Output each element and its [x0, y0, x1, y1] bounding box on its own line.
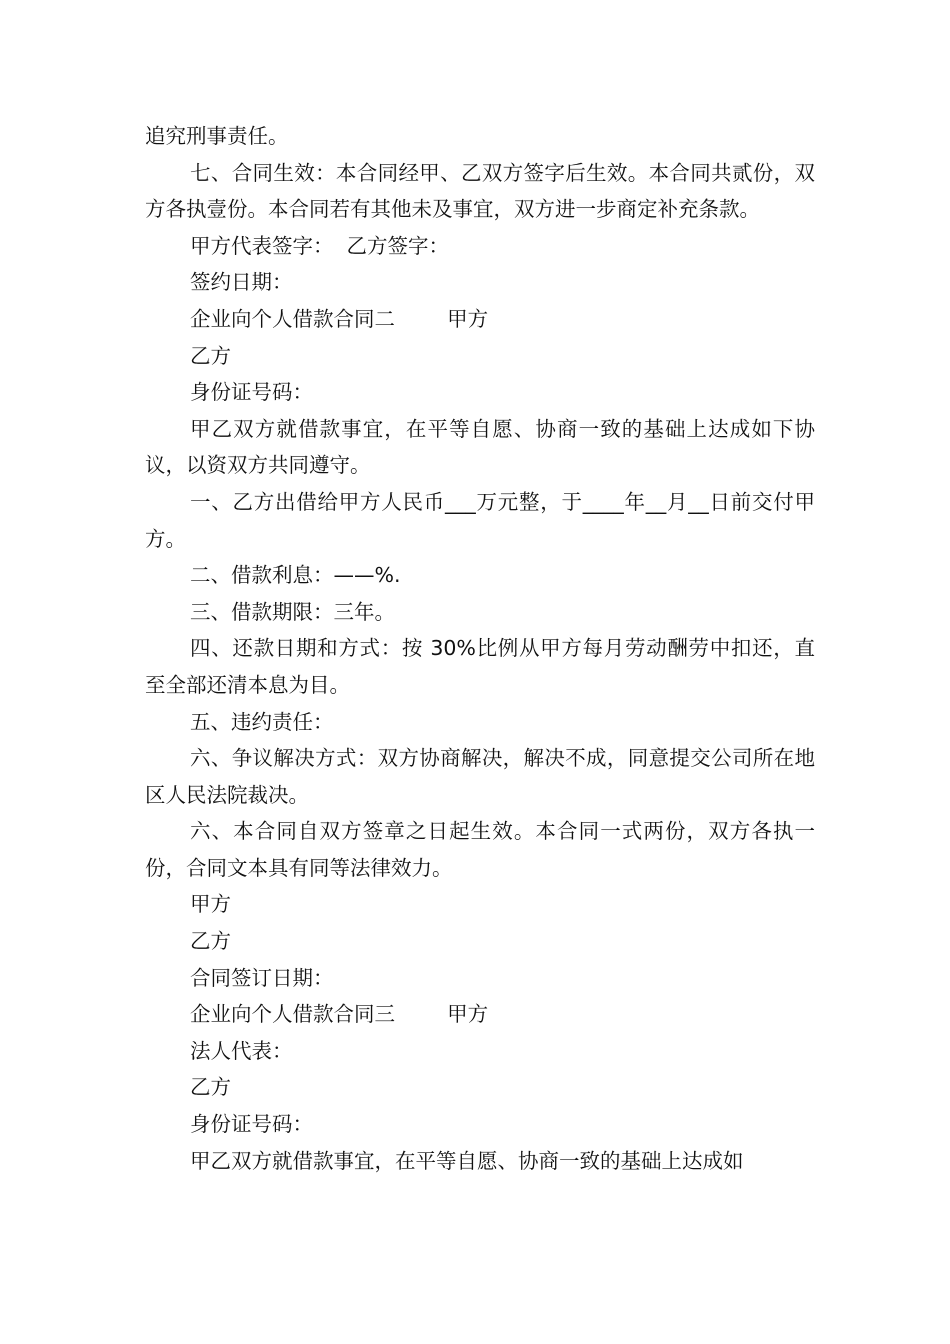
paragraph-11: 三、借款期限：三年。 [190, 599, 395, 624]
paragraph-3: 甲方代表签字： 乙方签字： [190, 233, 450, 258]
paragraph-2: 七、合同生效：本合同经甲、乙双方签字后生效。本合同共贰份，双方各执壹份。本合同若有其他未及事宜，双方进一步商定补充条款。 [145, 160, 815, 222]
document-body [145, 118, 815, 1179]
paragraph-8: 甲乙双方就借款事宜，在平等自愿、协商一致的基础上达成如下协议，以资双方共同遵守。 [145, 416, 815, 478]
paragraph-19: 企业向个人借款合同三 甲方 [190, 1002, 489, 1027]
paragraph-1: 追究刑事责任。 [145, 124, 289, 148]
paragraph-5: 企业向个人借款合同二 甲方 [190, 306, 489, 331]
paragraph-18: 合同签订日期： [190, 965, 334, 990]
paragraph-12: 四、还款日期和方式：按 30%比例从甲方每月劳动酬劳中扣还，直至全部还清本息为目。 [145, 636, 815, 697]
paragraph-7: 身份证号码： [190, 380, 313, 405]
paragraph-9: 一、乙方出借给甲方人民币___万元整，于____年__月__日前交付甲方。 [145, 489, 815, 551]
paragraph-16: 甲方 [190, 892, 231, 917]
paragraph-13: 五、违约责任： [190, 709, 334, 734]
paragraph-10: 二、借款利息：——%. [190, 563, 401, 588]
paragraph-14: 六、争议解决方式：双方协商解决，解决不成，同意提交公司所在地区人民法院裁决。 [145, 746, 815, 807]
paragraph-23: 甲乙双方就借款事宜，在平等自愿、协商一致的基础上达成如 [190, 1148, 744, 1173]
paragraph-15: 六、本合同自双方签章之日起生效。本合同一式两份，双方各执一份，合同文本具有同等法律效力。 [145, 819, 815, 880]
paragraph-17: 乙方 [190, 929, 231, 954]
paragraph-22: 身份证号码： [190, 1112, 313, 1137]
paragraph-4: 签约日期： [190, 270, 293, 295]
paragraph-21: 乙方 [190, 1075, 231, 1100]
paragraph-6: 乙方 [190, 343, 231, 368]
paragraph-20: 法人代表： [190, 1038, 293, 1063]
